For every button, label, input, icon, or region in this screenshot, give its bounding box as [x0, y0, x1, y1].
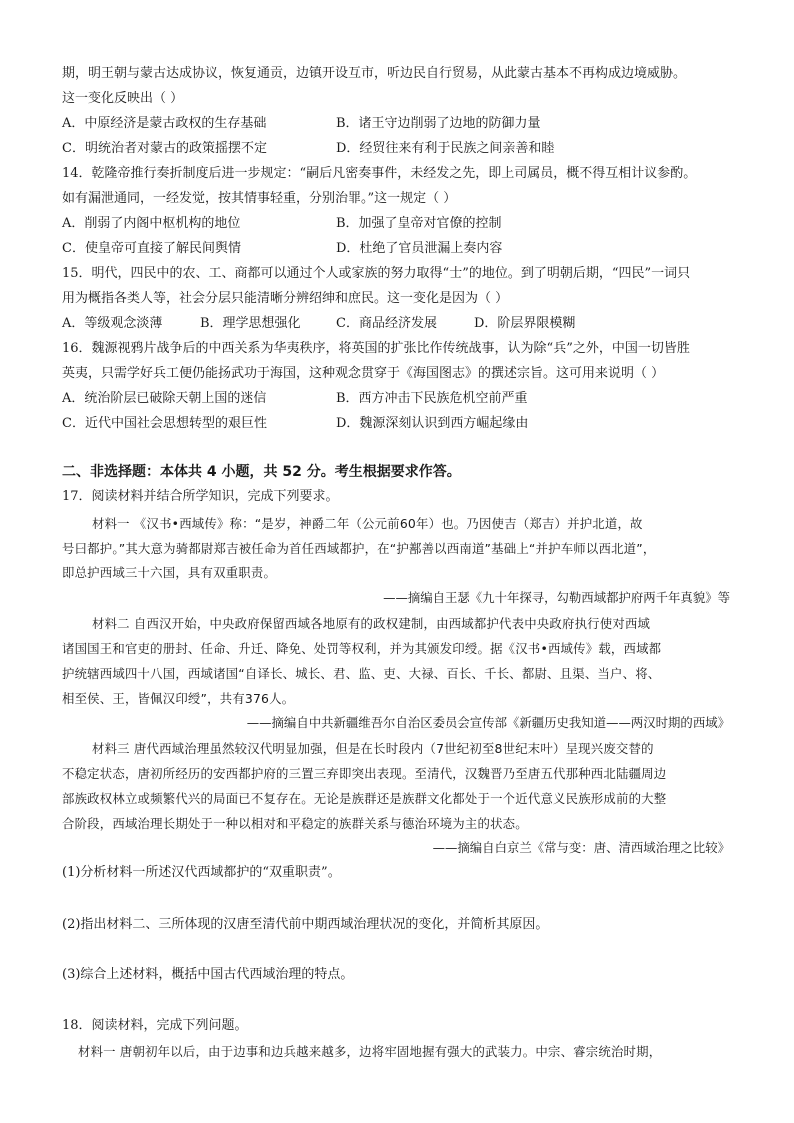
q15-stem-line1: 15．明代，四民中的农、工、商都可以通过个人或家族的努力取得“士”的地位。到了明朝后期，“四民”一词只 — [62, 266, 691, 281]
q17-material3-line3: 部族政权林立或频繁代兴的局面已不复存在。无论是族群还是族群文化都处于一个近代意义民族形成前的大整 — [62, 791, 667, 806]
q17-intro: 17．阅读材料并结合所学知识，完成下列要求。 — [62, 489, 339, 504]
q14-option-a: A．削弱了内阁中枢机构的地位 — [62, 216, 241, 231]
q17-material3-line2: 不稳定状态，唐初所经历的安西都护府的三置三弃即突出表现。至清代，汉魏晋乃至唐五代那种西北陆疆周边 — [62, 766, 667, 781]
q15-option-d: D．阶层界限模糊 — [474, 316, 576, 331]
q16-stem-line2: 英夷，只需学好兵工便仍能扬武功于海国，这种观念贯穿于《海国图志》的撰述宗旨。这可用来说明（ ） — [62, 366, 665, 381]
q16-option-a: A．统治阶层已破除天朝上国的迷信 — [62, 391, 267, 406]
q17-material1-line3: 即总护西域三十六国，具有双重职责。 — [62, 565, 277, 580]
q18-intro: 18．阅读材料，完成下列问题。 — [62, 1018, 248, 1033]
q14-option-d: D．杜绝了官员泄漏上奏内容 — [336, 241, 503, 256]
q17-material1-source: ——摘编自王瑟《九十年探寻，勾勒西域都护府两千年真貌》等 — [383, 590, 730, 605]
q14-stem-line1: 14．乾隆帝推行奏折制度后进一步规定：“嗣后凡密奏事件，未经发之先，即上司属员，概不得互相计议参酌。 — [62, 166, 697, 181]
q17-material2-line3: 护统辖西域四十八国，西域诸国“自译长、城长、君、监、吏、大禄、百长、千长、都尉、且渠、当户、将、 — [62, 666, 661, 681]
q15-stem-line2: 用为概指各类人等，社会分层只能清晰分辨绍绅和庶民。这一变化是因为（ ） — [62, 291, 509, 306]
q17-material1-line1: 材料一 《汉书•西域传》称：“是岁，神爵二年（公元前60年）也。乃因使吉（郑吉）并护北道，故 — [92, 516, 643, 531]
q17-material2-line2: 诸国国王和官吏的册封、任命、升迁、降免、处罚等权利，并为其颁发印绶。据《汉书•西域传》载，西域都 — [62, 641, 662, 656]
q13-option-c: C．明统治者对蒙古的政策摇摆不定 — [62, 141, 267, 156]
q17-sub-question-1: (1)分析材料一所述汉代西域都护的“双重职责”。 — [62, 865, 341, 880]
q17-sub-question-2: (2)指出材料二、三所体现的汉唐至清代前中期西域治理状况的变化，并简析其原因。 — [62, 917, 549, 932]
q13-option-b: B．诸王守边削弱了边地的防御力量 — [336, 116, 541, 131]
q14-option-c: C．使皇帝可直接了解民间舆情 — [62, 241, 241, 256]
q14-stem-line2: 如有漏泄通同，一经发觉，按其情事轻重，分别治罪。”这一规定（ ） — [62, 191, 457, 206]
q17-material3-line1: 材料三 唐代西域治理虽然较汉代明显加强，但是在长时段内（7世纪初至8世纪末叶）呈现兴废交替的 — [92, 741, 654, 756]
q17-sub-question-3: (3)综合上述材料，概括中国古代西域治理的特点。 — [62, 967, 354, 982]
q17-material2-line4: 相至侯、王，皆佩汉印绶”，共有376人。 — [62, 691, 295, 706]
q17-material3-source: ——摘编自白京兰《常与变：唐、清西域治理之比较》 — [432, 840, 730, 855]
q13-stem-line1: 期，明王朝与蒙古达成协议，恢复通贡，边镇开设互市，听边民自行贸易，从此蒙古基本不再构成边境威胁。 — [62, 66, 687, 81]
q17-material2-source: ——摘编自中共新疆维吾尔自治区委员会宣传部《新疆历史我知道——两汉时期的西域》 — [246, 715, 730, 730]
q15-option-c: C．商品经济发展 — [336, 316, 437, 331]
q14-option-b: B．加强了皇帝对官僚的控制 — [336, 216, 502, 231]
q18-material1-line1: 材料一 唐朝初年以后，由于边事和边兵越来越多，边将牢固地握有强大的武装力。中宗、睿宗统治时期， — [78, 1044, 662, 1059]
q15-option-a: A．等级观念淡薄 — [62, 316, 163, 331]
q16-option-c: C．近代中国社会思想转型的艰巨性 — [62, 416, 267, 431]
q17-material1-line2: 号曰都护。”其大意为骑都尉郑吉被任命为首任西域都护，在“护鄯善以西南道”基础上“并护车师以西北道”， — [62, 541, 656, 556]
q13-stem-line2: 这一变化反映出（ ） — [62, 91, 184, 106]
q16-option-b: B．西方冲击下民族危机空前严重 — [336, 391, 528, 406]
q16-option-d: D．魏源深刻认识到西方崛起缘由 — [336, 416, 529, 431]
q13-option-d: D．经贸往来有利于民族之间亲善和睦 — [336, 141, 555, 156]
q16-stem-line1: 16．魏源视鸦片战争后的中西关系为华夷秩序，将英国的扩张比作传统战事，认为除“兵”之外，中国一切皆胜 — [62, 341, 690, 356]
q13-option-a: A．中原经济是蒙古政权的生存基础 — [62, 116, 267, 131]
section-heading: 二、非选择题：本体共 4 小题，共 52 分。考生根据要求作答。 — [62, 464, 461, 480]
q17-material3-line4: 合阶段，西域治理长期处于一种以相对和平稳定的族群关系与德治环境为主的状态。 — [62, 816, 528, 831]
q15-option-b: B．理学思想强化 — [200, 316, 301, 331]
q17-material2-line1: 材料二 自西汉开始，中央政府保留西域各地原有的政权建制，由西域都护代表中央政府执行使对西域 — [92, 616, 651, 631]
